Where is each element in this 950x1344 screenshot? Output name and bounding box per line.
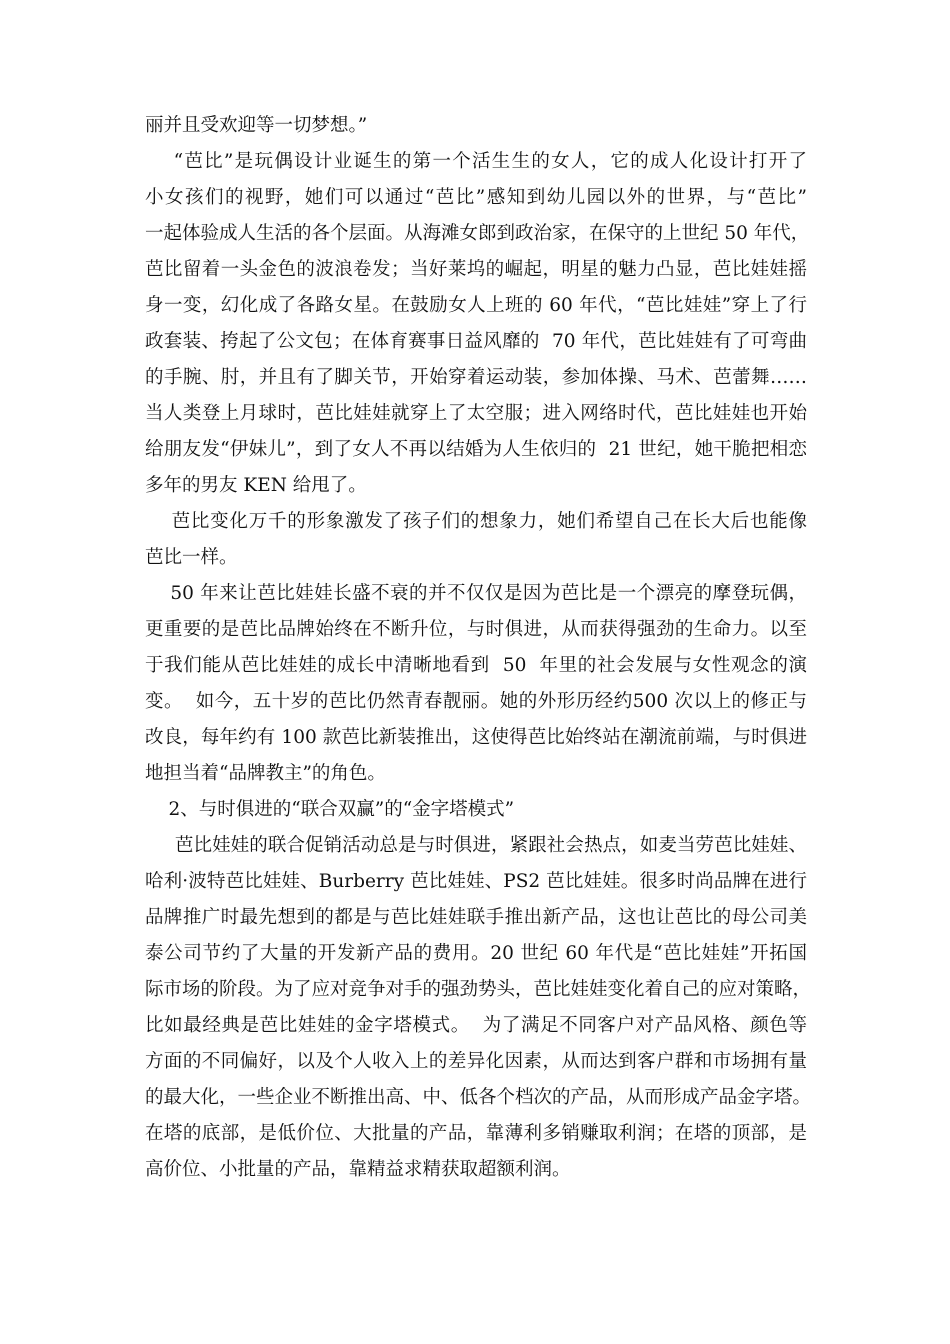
text-line: 小女孩们的视野，她们可以通过“芭比”感知到幼儿园以外的世界，与“芭比” <box>145 187 807 208</box>
section-heading: 2、与时俱进的“联合双赢”的“金字塔模式” <box>145 799 515 820</box>
text-line: 丽并且受欢迎等一切梦想。” <box>145 115 368 136</box>
text-line: “芭比”是玩偶设计业诞生的第一个活生生的女人，它的成人化设计打开了 <box>145 151 807 172</box>
text-line: 改良，每年约有 100 款芭比新装推出，这使得芭比始终站在潮流前端，与时俱进 <box>145 727 807 748</box>
text-line: 变。 如今，五十岁的芭比仍然青春靓丽。她的外形历经约500 次以上的修正与 <box>145 691 807 712</box>
text-line: 当人类登上月球时，芭比娃娃就穿上了太空服；进入网络时代，芭比娃娃也开始 <box>145 403 807 424</box>
text-line: 于我们能从芭比娃娃的成长中清晰地看到 50 年里的社会发展与女性观念的演 <box>145 655 807 676</box>
text-line: 品牌推广时最先想到的都是与芭比娃娃联手推出新产品，这也让芭比的母公司美 <box>145 907 807 928</box>
text-line: 芭比留着一头金色的波浪卷发；当好莱坞的崛起，明星的魅力凸显，芭比娃娃摇 <box>145 259 807 280</box>
text-line: 50 年来让芭比娃娃长盛不衰的并不仅仅是因为芭比是一个漂亮的摩登玩偶， <box>145 583 807 604</box>
text-line: 在塔的底部，是低价位、大批量的产品，靠薄利多销赚取利润；在塔的顶部，是 <box>145 1123 807 1144</box>
text-line: 方面的不同偏好，以及个人收入上的差异化因素，从而达到客户群和市场拥有量 <box>145 1051 807 1072</box>
text-line: 的最大化，一些企业不断推出高、中、低各个档次的产品，从而形成产品金字塔。 <box>145 1087 812 1108</box>
text-line: 政套装、挎起了公文包；在体育赛事日益风靡的 70 年代，芭比娃娃有了可弯曲 <box>145 331 807 352</box>
text-line: 际市场的阶段。为了应对竞争对手的强劲势头，芭比娃娃变化着自己的应对策略， <box>145 979 812 1000</box>
text-line: 芭比娃娃的联合促销活动总是与时俱进，紧跟社会热点，如麦当劳芭比娃娃、 <box>145 835 807 856</box>
text-line: 比如最经典是芭比娃娃的金字塔模式。 为了满足不同客户对产品风格、颜色等 <box>145 1015 807 1036</box>
text-line: 更重要的是芭比品牌始终在不断升位，与时俱进，从而获得强劲的生命力。以至 <box>145 619 807 640</box>
text-line: 一起体验成人生活的各个层面。从海滩女郎到政治家，在保守的上世纪 50 年代， <box>145 223 810 244</box>
text-line: 身一变，幻化成了各路女星。在鼓励女人上班的 60 年代，“芭比娃娃”穿上了行 <box>145 295 807 316</box>
text-line: 芭比一样。 <box>145 547 238 568</box>
text-line: 地担当着“品牌教主”的角色。 <box>145 763 386 784</box>
text-line: 高价位、小批量的产品，靠精益求精获取超额利润。 <box>145 1159 571 1180</box>
text-line: 泰公司节约了大量的开发新产品的费用。20 世纪 60 年代是“芭比娃娃”开拓国 <box>145 943 807 964</box>
text-line: 多年的男友 KEN 给甩了。 <box>145 475 367 496</box>
text-line: 给朋友发“伊妹儿”，到了女人不再以结婚为人生依归的 21 世纪，她干脆把相恋 <box>145 439 807 460</box>
text-line: 芭比变化万千的形象激发了孩子们的想象力，她们希望自己在长大后也能像 <box>145 511 807 532</box>
text-line: 哈利·波特芭比娃娃、Burberry 芭比娃娃、PS2 芭比娃娃。很多时尚品牌在进行 <box>145 871 807 892</box>
text-line: 的手腕、肘，并且有了脚关节，开始穿着运动装，参加体操、马术、芭蕾舞…… <box>145 367 807 388</box>
